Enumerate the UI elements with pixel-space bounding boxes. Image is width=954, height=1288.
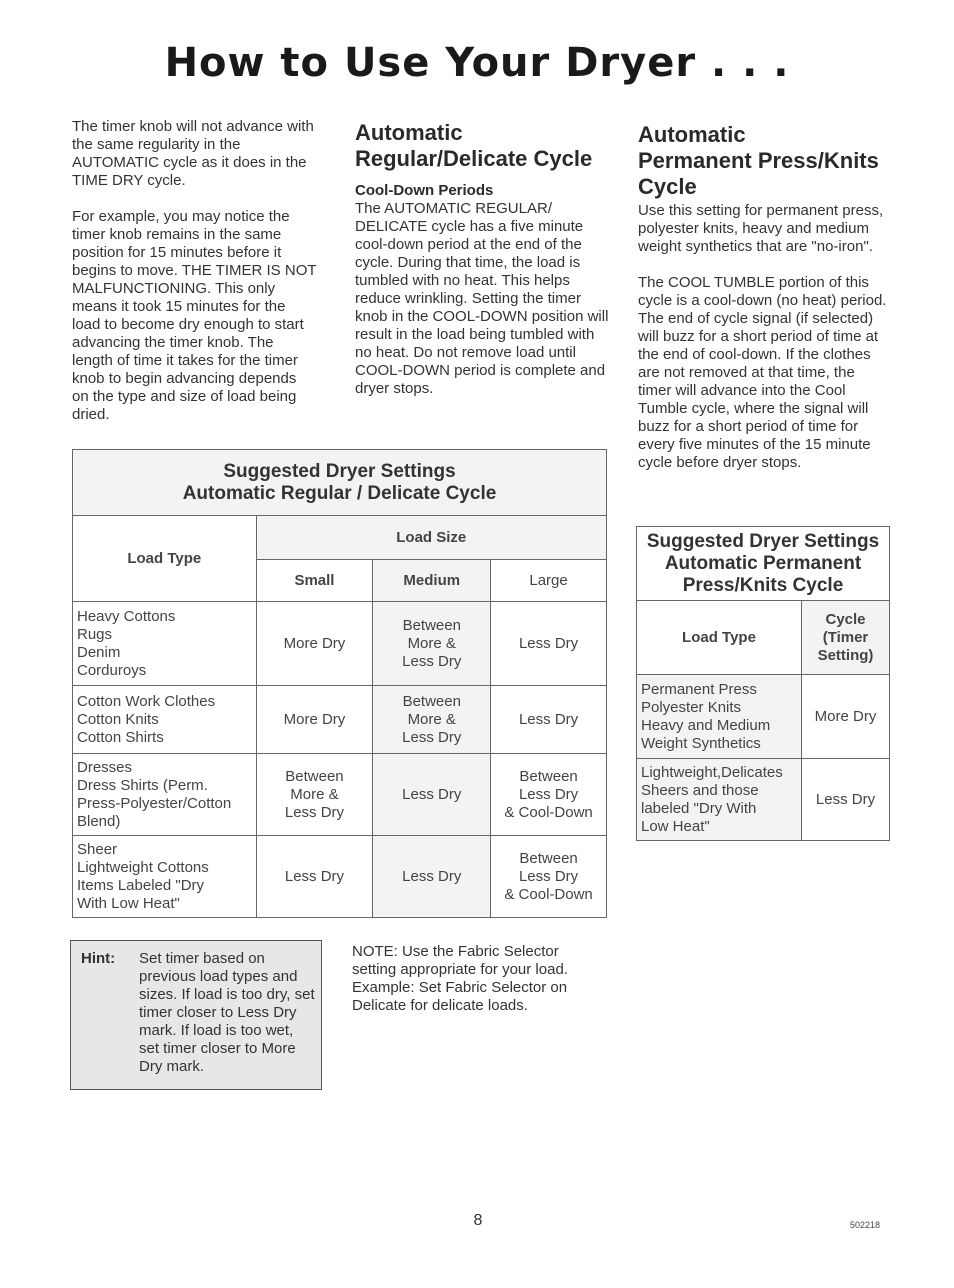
setting-line: & Cool-Down: [504, 885, 593, 903]
setting-line: Less Dry: [402, 652, 462, 670]
table-row: [73, 602, 607, 686]
setting-line: More &: [290, 785, 339, 803]
regular-delicate-section: [355, 120, 610, 398]
intro-paragraph-1: The timer knob will not advance with the same regularity in the AUTOMATIC cycle as it does in the TIME DRY cycle.: [72, 118, 314, 189]
col-load-size: Load Size: [256, 516, 606, 560]
load-type-line: Rugs: [77, 625, 113, 643]
permpress-section: [638, 122, 890, 490]
cooldown-text: The AUTOMATIC REGULAR/ DELICATE cycle has a five minute cool-down period at the end of the cycle. During that time, the load is tumbled with no heat. This helps reduce wrinkling. Setting the timer knob in the COOL-DOWN position will result in the load being tumbled with no heat. Do not remove load until COOL-DOWN period is complete and dryer stops.: [355, 200, 609, 397]
page-title: How to Use Your Dryer . . .: [164, 40, 790, 86]
table-row: [637, 759, 890, 841]
permpress-table-title-line1: Suggested Dryer Settings: [646, 530, 880, 552]
load-type-line: Lightweight,Delicates: [641, 763, 783, 781]
setting-line: Less Dry: [518, 710, 579, 728]
table-row: [637, 675, 890, 759]
load-type-line: Dress Shirts (Perm.: [77, 776, 208, 794]
load-type-line: With Low Heat": [77, 894, 180, 912]
col-medium: Medium: [373, 560, 491, 602]
setting-line: Less Dry: [402, 785, 462, 803]
fabric-selector-note: NOTE: Use the Fabric Selector setting appropriate for your load. Example: Set Fabric Selector on Delicate for delicate loads.: [352, 943, 568, 1014]
setting-line: Between: [402, 692, 461, 710]
large-setting-cell: [491, 602, 607, 686]
cycle-setting-cell: More Dry: [802, 675, 890, 759]
permpress-paragraph-2: The COOL TUMBLE portion of this cycle is a cool-down (no heat) period. The end of cycle signal (if selected) will buzz for a short period of time at the end of cool-down. If the clothes are not removed at that time, the timer will advance into the Cool Tumble cycle, where the signal will buzz for a short period of time for every five minutes of the 15 minute cycle before dryer stops.: [638, 274, 887, 471]
load-type-line: Heavy and Medium: [641, 716, 771, 734]
large-setting-cell: [491, 836, 607, 918]
load-type-line: Items Labeled "Dry: [77, 876, 205, 894]
table-row: [73, 754, 607, 836]
load-type-line: Sheers and those: [641, 781, 759, 799]
small-setting-cell: [256, 602, 373, 686]
load-type-line: Heavy Cottons: [77, 607, 176, 625]
load-type-cell: [637, 759, 802, 841]
setting-line: More &: [407, 710, 456, 728]
col-large: Large: [491, 560, 607, 602]
setting-line: More &: [407, 634, 456, 652]
permpress-heading-line2: Permanent Press/Knits: [638, 148, 879, 173]
load-type-cell: [73, 602, 257, 686]
setting-line: Less Dry: [284, 803, 345, 821]
load-type-line: Press-Polyester/Cotton: [77, 794, 232, 812]
large-setting-cell: [491, 754, 607, 836]
medium-setting-cell: [373, 686, 491, 754]
setting-line: Between: [285, 767, 344, 785]
col-cycle-line: Cycle: [825, 610, 866, 628]
load-type-line: labeled "Dry With: [641, 799, 757, 817]
permpress-table-title: [637, 527, 890, 601]
hint-text: Set timer based on previous load types and sizes. If load is too dry, set timer closer to Less Dry mark. If load is too wet, set timer closer to More Dry mark.: [139, 950, 315, 1075]
regular-table-title-line1: Suggested Dryer Settings: [223, 460, 456, 482]
regular-heading-line2: Regular/Delicate Cycle: [355, 146, 593, 171]
load-type-line: Denim: [77, 643, 121, 661]
load-type-cell: [637, 675, 802, 759]
load-type-line: Weight Synthetics: [641, 734, 761, 752]
permpress-heading-line1: Automatic: [638, 122, 746, 147]
document-code: 502218: [850, 1220, 881, 1230]
load-type-line: Lightweight Cottons: [77, 858, 209, 876]
setting-line: Between: [519, 849, 578, 867]
small-setting-cell: [256, 836, 373, 918]
regular-settings-table: [72, 449, 607, 918]
cooldown-subheading: Cool-Down Periods: [355, 182, 494, 199]
setting-line: Between: [402, 616, 461, 634]
col-cycle-line: (Timer: [822, 628, 869, 646]
setting-line: Less Dry: [518, 634, 579, 652]
load-type-line: Cotton Shirts: [77, 728, 164, 746]
setting-line: Less Dry: [402, 728, 462, 746]
load-type-line: Cotton Knits: [77, 710, 159, 728]
load-type-cell: [73, 754, 257, 836]
setting-line: Between: [519, 767, 578, 785]
hint-label: Hint:: [81, 950, 116, 967]
setting-line: Less Dry: [518, 867, 579, 885]
large-setting-cell: [491, 686, 607, 754]
load-type-line: Cotton Work Clothes: [77, 692, 216, 710]
small-setting-cell: [256, 686, 373, 754]
small-setting-cell: [256, 754, 373, 836]
load-type-cell: [73, 686, 257, 754]
permpress-heading-line3: Cycle: [638, 174, 697, 199]
load-type-line: Dresses: [77, 758, 133, 776]
col-cycle-setting: [802, 601, 890, 675]
load-type-cell: [73, 836, 257, 918]
load-type-line: Low Heat": [641, 817, 710, 835]
permpress-paragraph-1: Use this setting for permanent press, polyester knits, heavy and medium weight synthetics that are "no-iron".: [638, 202, 884, 255]
col-small: Small: [256, 560, 373, 602]
load-type-line: Sheer: [77, 840, 118, 858]
intro-paragraph-2: For example, you may notice the timer knob remains in the same position for 15 minutes before it begins to move. THE TIMER IS NOT MALFUNCTIONING. This only means it took 15 minutes for the load to become dry enough to start advancing the timer knob. The length of time it takes for the timer knob to begin advancing depends on the type and size of load being dried.: [72, 208, 317, 423]
regular-heading-line1: Automatic: [355, 120, 463, 145]
hint-box: [70, 940, 322, 1090]
col-cycle-line: Setting): [817, 646, 874, 664]
setting-line: & Cool-Down: [504, 803, 593, 821]
intro-text: [72, 118, 317, 442]
medium-setting-cell: [373, 602, 491, 686]
medium-setting-cell: [373, 836, 491, 918]
regular-table-title-line2: Automatic Regular / Delicate Cycle: [182, 482, 497, 504]
setting-line: More Dry: [283, 634, 346, 652]
setting-line: Less Dry: [518, 785, 579, 803]
load-type-line: Polyester Knits: [641, 698, 742, 716]
col-load-type: Load Type: [637, 601, 802, 675]
table-row: [73, 686, 607, 754]
setting-line: Less Dry: [284, 867, 345, 885]
load-type-line: Corduroys: [77, 661, 147, 679]
cycle-setting-cell: Less Dry: [802, 759, 890, 841]
permpress-table-title-line2: Automatic Permanent: [664, 552, 862, 574]
permpress-settings-table: [636, 526, 890, 841]
page-number: 8: [473, 1212, 483, 1229]
col-load-type: Load Type: [73, 516, 257, 602]
load-type-line: Permanent Press: [641, 680, 757, 698]
load-type-line: Blend): [77, 812, 121, 830]
permpress-table-title-line3: Press/Knits Cycle: [682, 574, 844, 596]
setting-line: More Dry: [283, 710, 346, 728]
setting-line: Less Dry: [402, 867, 462, 885]
medium-setting-cell: [373, 754, 491, 836]
permpress-text: [638, 202, 890, 472]
regular-table-title: [73, 450, 607, 516]
table-row: [73, 836, 607, 918]
